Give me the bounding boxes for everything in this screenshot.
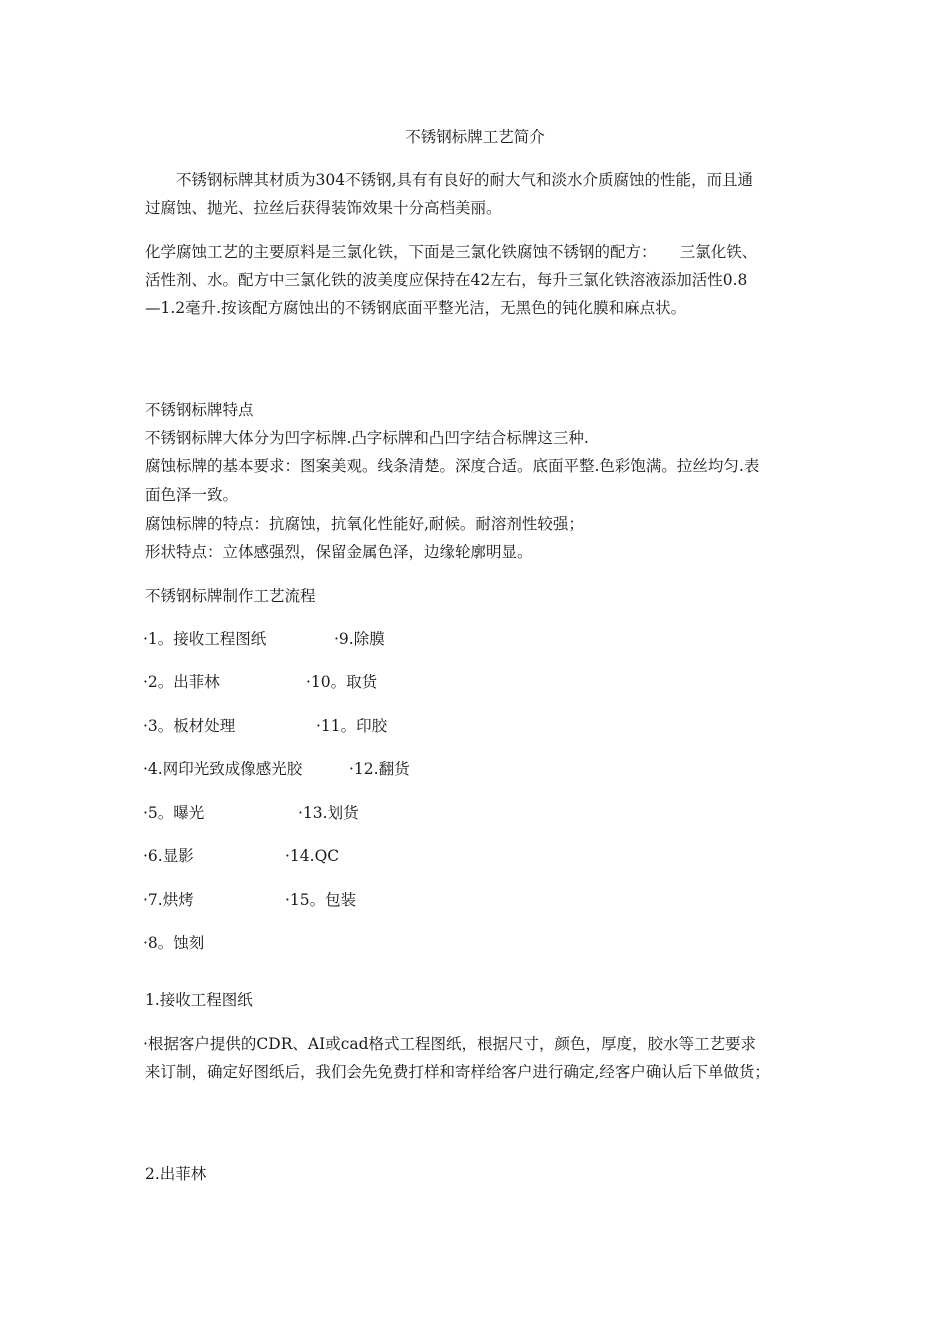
features-line-4: 腐蚀标牌的特点：抗腐蚀，抗氧化性能好,耐候。耐溶剂性较强； — [145, 515, 584, 533]
process-step: ·5。曝光 — [143, 804, 205, 822]
process-step: ·13.划货 — [298, 804, 359, 822]
process-step: ·4.网印光致成像感光胶 — [143, 760, 303, 778]
process-step: ·11。印胶 — [316, 717, 388, 735]
process-step: ·7.烘烤 — [143, 891, 194, 909]
process-step: ·6.显影 — [143, 847, 194, 865]
process-step: ·2。出菲林 — [143, 673, 220, 691]
intro-line-1: 不锈钢标牌其材质为304不锈钢,具有有良好的耐大气和淡水介质腐蚀的性能，而且通 — [145, 171, 754, 189]
intro-line-2: 过腐蚀、抛光、拉丝后获得装饰效果十分高档美丽。 — [145, 199, 502, 217]
process-step: ·3。板材处理 — [143, 717, 236, 735]
process-heading: 不锈钢标牌制作工艺流程 — [145, 587, 316, 605]
process-step: ·1。接收工程图纸 — [143, 630, 267, 648]
process-step: ·12.翻货 — [349, 760, 410, 778]
process-step: ·15。包装 — [285, 891, 357, 909]
features-line-2: 腐蚀标牌的基本要求：图案美观。线条清楚。深度合适。底面平整.色彩饱满。拉丝均匀.表 — [145, 457, 760, 475]
features-line-5: 形状特点：立体感强烈，保留金属色泽，边缘轮廓明显。 — [145, 543, 533, 561]
features-line-3: 面色泽一致。 — [145, 486, 239, 504]
process-step: ·14.QC — [285, 847, 340, 865]
section1-heading: 1.接收工程图纸 — [145, 991, 253, 1009]
features-line-1: 不锈钢标牌大体分为凹字标牌.凸字标牌和凸凹字结合标牌这三种. — [145, 429, 589, 447]
features-heading: 不锈钢标牌特点 — [145, 401, 254, 419]
chemical-line-1: 化学腐蚀工艺的主要原料是三氯化铁，下面是三氯化铁腐蚀不锈钢的配方： 三氯化铁、 — [145, 243, 758, 261]
section1-line-1: ·根据客户提供的CDR、AI或cad格式工程图纸，根据尺寸，颜色，厚度，胶水等工艺要求 — [143, 1035, 757, 1053]
process-step: ·10。取货 — [306, 673, 378, 691]
section1-line-2: 来订制，确定好图纸后，我们会先免费打样和寄样给客户进行确定,经客户确认后下单做货； — [145, 1063, 770, 1081]
process-step: ·8。蚀刻 — [143, 934, 205, 952]
section2-heading: 2.出菲林 — [145, 1165, 207, 1183]
document-title: 不锈钢标牌工艺简介 — [405, 128, 545, 146]
chemical-line-2: 活性剂、水。配方中三氯化铁的波美度应保持在42左右，每升三氯化铁溶液添加活性0.8 — [145, 271, 748, 289]
process-step: ·9.除膜 — [334, 630, 385, 648]
chemical-line-3: —1.2毫升.按该配方腐蚀出的不锈钢底面平整光洁，无黑色的钝化膜和麻点状。 — [145, 299, 687, 317]
